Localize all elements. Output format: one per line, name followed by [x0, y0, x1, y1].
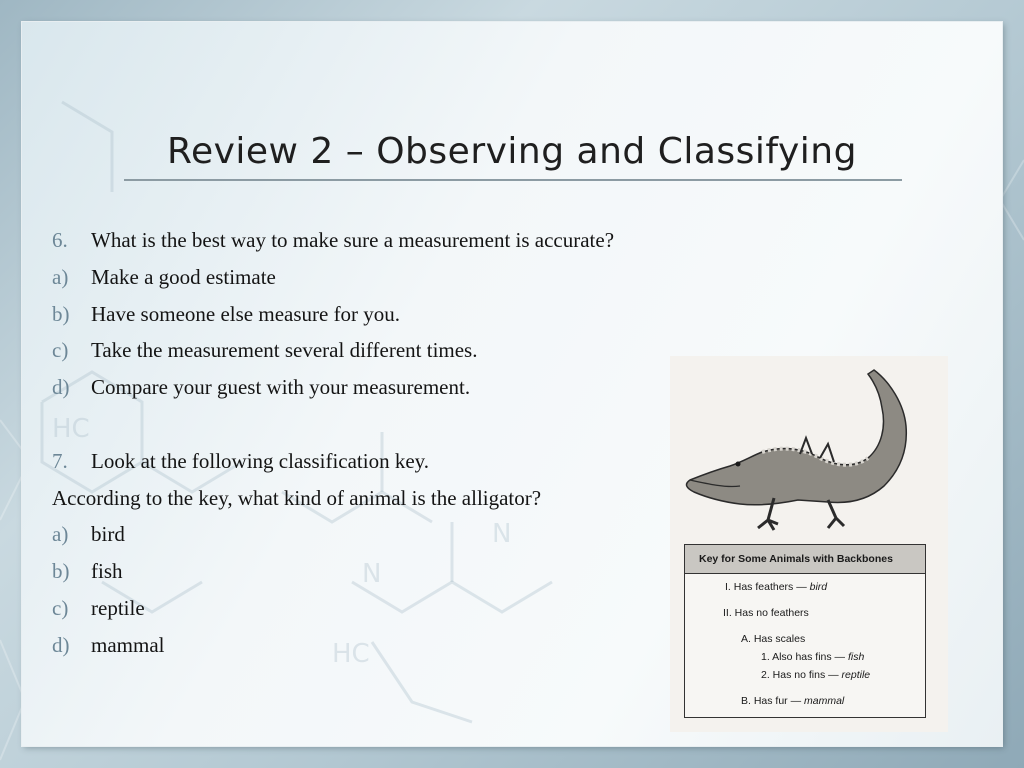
option-7b	[52, 553, 712, 590]
key-row-no-fins	[761, 669, 870, 681]
classification-key	[684, 544, 926, 718]
key-row-text: A. Has scales	[741, 633, 806, 645]
svg-text:N: N	[362, 559, 382, 589]
alligator-figure	[670, 356, 948, 732]
key-row-text: B. Has fur —	[741, 695, 805, 707]
svg-text:HC: HC	[52, 414, 90, 444]
key-row-scales	[741, 633, 805, 645]
option-label: b)	[52, 301, 70, 326]
option-label: d)	[52, 375, 70, 400]
option-text: bird	[91, 522, 125, 547]
slide-title: Review 2 – Observing and Classifying	[167, 131, 857, 172]
option-label: b)	[52, 559, 70, 584]
svg-text:N: N	[492, 519, 512, 549]
option-text: mammal	[91, 632, 165, 657]
key-row-answer: bird	[809, 581, 828, 593]
key-row-answer: reptile	[841, 669, 871, 681]
option-text: fish	[91, 559, 123, 584]
option-6d	[52, 369, 712, 406]
slide	[22, 22, 1002, 746]
key-row-fur	[741, 695, 844, 707]
key-row-answer: mammal	[804, 695, 845, 707]
option-6a	[52, 259, 712, 296]
key-row-text: II. Has no feathers	[723, 607, 809, 619]
question-7	[52, 443, 712, 480]
svg-text:HC: HC	[332, 639, 370, 669]
option-7c	[52, 590, 712, 627]
key-row-fins	[761, 651, 864, 663]
key-row-no-feathers	[723, 607, 809, 619]
question-text: What is the best way to make sure a measurement is accurate?	[91, 228, 615, 252]
key-row-text: 1. Also has fins —	[761, 651, 848, 663]
slide-body	[52, 222, 712, 664]
title-underline	[124, 179, 902, 181]
question-6	[52, 222, 712, 259]
prompt-text: According to the key, what kind of animal is the alligator?	[52, 485, 542, 510]
question-number: 7.	[52, 448, 68, 473]
option-label: c)	[52, 595, 69, 620]
option-text: Make a good estimate	[91, 264, 276, 289]
option-label: c)	[52, 338, 69, 363]
question-number: 6.	[52, 228, 68, 252]
key-row-text: 2. Has no fins —	[761, 669, 842, 681]
option-text: Take the measurement several different times.	[91, 338, 478, 363]
key-row-answer: fish	[847, 651, 865, 663]
key-row-text: I. Has feathers —	[725, 581, 810, 593]
option-text: Have someone else measure for you.	[91, 301, 401, 326]
key-heading: Key for Some Animals with Backbones	[685, 545, 925, 574]
option-text: reptile	[91, 595, 145, 620]
option-7a	[52, 516, 712, 553]
option-label: d)	[52, 632, 70, 657]
option-text: Compare your guest with your measurement.	[91, 375, 471, 400]
option-label: a)	[52, 522, 69, 547]
key-row-feathers	[725, 581, 827, 593]
option-6c	[52, 332, 712, 369]
alligator-illustration	[678, 364, 940, 540]
spacer	[52, 406, 712, 443]
option-label: a)	[52, 264, 69, 289]
option-6b	[52, 296, 712, 333]
option-7d	[52, 627, 712, 664]
question-text: Look at the following classification key.	[91, 448, 430, 473]
question-7-prompt	[52, 480, 712, 517]
